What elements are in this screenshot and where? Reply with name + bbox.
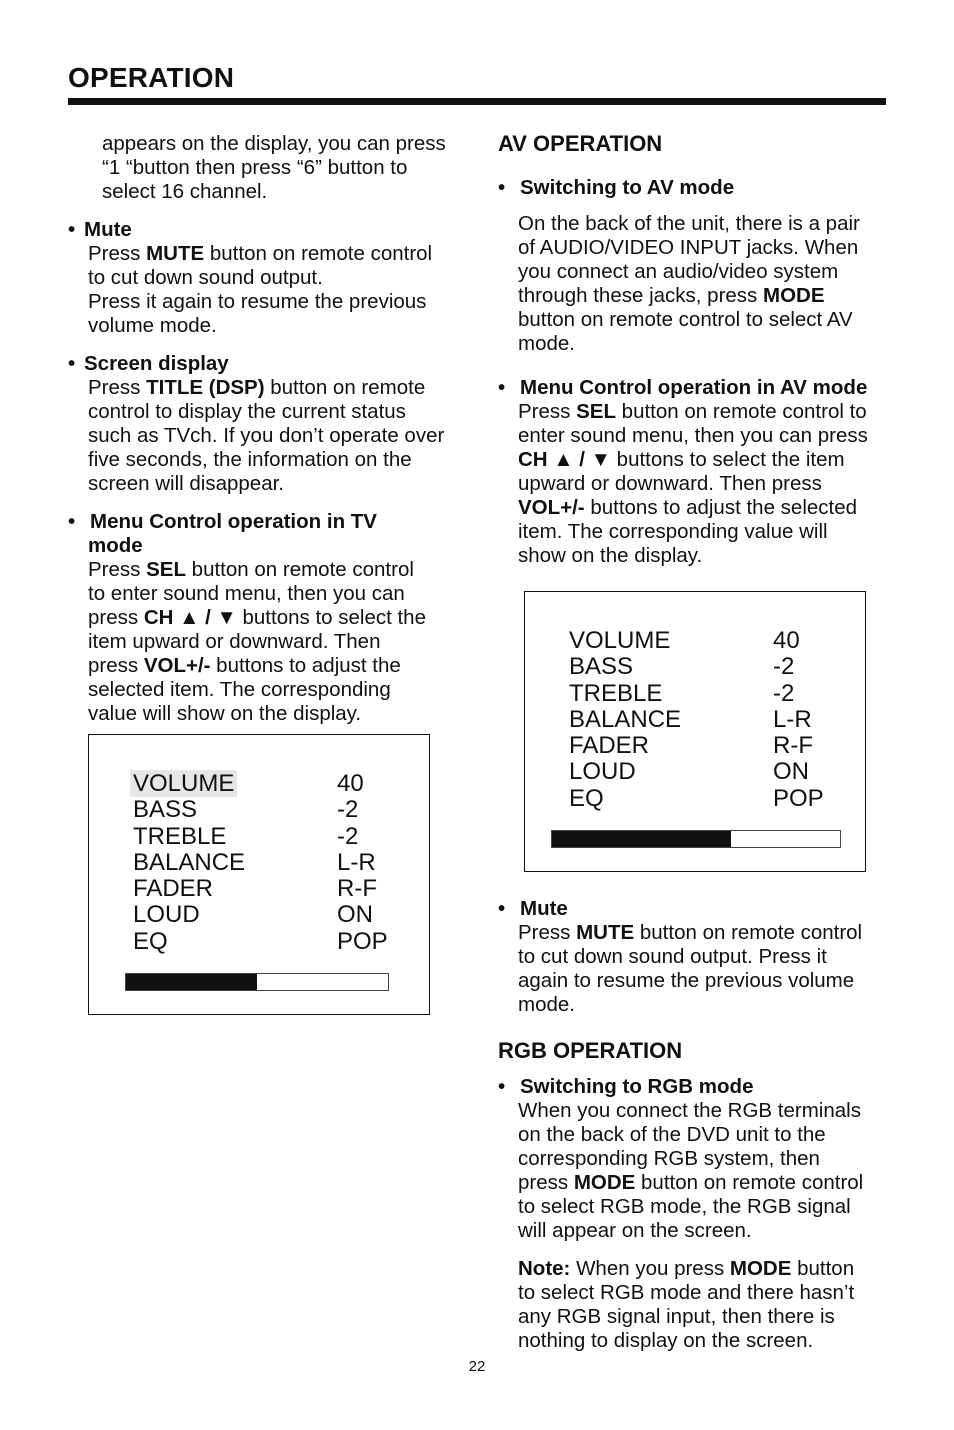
rgb-switch-line: to select RGB mode, the RGB signal bbox=[518, 1195, 851, 1218]
menu-item-value: -2 bbox=[337, 822, 359, 850]
intro-line: select 16 channel. bbox=[102, 180, 268, 203]
screen-line: such as TVch. If you don’t operate over bbox=[88, 424, 445, 447]
screen-line: screen will disappear. bbox=[88, 472, 284, 495]
menu-av-line: enter sound menu, then you can press bbox=[518, 424, 868, 447]
mute-line: Press it again to resume the previous bbox=[88, 290, 427, 313]
tv-sound-menu-screen bbox=[88, 734, 430, 1015]
menu-tv-line: press VOL+/- buttons to adjust the bbox=[88, 654, 401, 677]
menu-av-line: CH ▲ / ▼ buttons to select the item bbox=[518, 448, 845, 471]
page-title: OPERATION bbox=[68, 62, 235, 93]
av-operation-title: AV OPERATION bbox=[498, 131, 663, 156]
menu-row bbox=[569, 628, 824, 654]
menu-item-label: FADER bbox=[569, 732, 650, 760]
mute-section bbox=[68, 218, 460, 338]
menu-row bbox=[133, 824, 388, 850]
av-mute-line: Press MUTE button on remote control bbox=[518, 921, 863, 944]
menu-row bbox=[569, 786, 824, 812]
rgb-switch-line: on the back of the DVD unit to the bbox=[518, 1123, 826, 1146]
note-line: Note: When you press MODE button bbox=[518, 1257, 855, 1280]
screen-display-section bbox=[68, 352, 460, 496]
menu-av-section bbox=[498, 376, 890, 568]
right-column bbox=[498, 132, 890, 568]
rgb-switch-heading: • Switching to RGB mode bbox=[498, 1075, 754, 1098]
note-line: any RGB signal input, then there is bbox=[518, 1305, 835, 1328]
menu-tv-heading: • Menu Control operation in TV bbox=[68, 510, 377, 533]
menu-item-label: FADER bbox=[133, 875, 214, 903]
menu-item-label: EQ bbox=[569, 784, 604, 812]
av-switch-line: through these jacks, press MODE bbox=[518, 284, 825, 307]
menu-item-value: -2 bbox=[337, 796, 359, 824]
menu-item-value: POP bbox=[337, 927, 388, 955]
menu-item-value: ON bbox=[337, 901, 373, 929]
tv-menu-list bbox=[133, 771, 388, 955]
menu-row bbox=[133, 771, 388, 797]
menu-item-label: EQ bbox=[133, 927, 168, 955]
menu-item-value: 40 bbox=[773, 627, 800, 654]
menu-item-label: VOLUME bbox=[569, 627, 671, 654]
av-level-bar bbox=[551, 830, 841, 848]
note-line: nothing to display on the screen. bbox=[518, 1329, 814, 1352]
menu-tv-line: Press SEL button on remote control bbox=[88, 558, 414, 581]
av-switch-heading: • Switching to AV mode bbox=[498, 176, 735, 199]
menu-row bbox=[133, 850, 388, 876]
rgb-switch-line: press MODE button on remote control bbox=[518, 1171, 864, 1194]
av-mute-line: again to resume the previous volume bbox=[518, 969, 855, 992]
left-column bbox=[68, 132, 460, 726]
mute-line: volume mode. bbox=[88, 314, 217, 337]
menu-row bbox=[569, 733, 824, 759]
menu-item-value: -2 bbox=[773, 653, 795, 681]
tv-level-bar bbox=[125, 973, 389, 991]
menu-item-label: TREBLE bbox=[133, 822, 227, 850]
av-menu-list bbox=[569, 628, 824, 812]
menu-row bbox=[569, 707, 824, 733]
menu-item-value: -2 bbox=[773, 679, 795, 707]
av-mute-line: to cut down sound output. Press it bbox=[518, 945, 827, 968]
menu-av-line: show on the display. bbox=[518, 544, 703, 567]
rgb-switch-line: will appear on the screen. bbox=[518, 1219, 752, 1242]
menu-item-label: BALANCE bbox=[569, 705, 682, 733]
menu-av-line: Press SEL button on remote control to bbox=[518, 400, 867, 423]
screen-line: five seconds, the information on the bbox=[88, 448, 412, 471]
av-mute-section bbox=[498, 897, 890, 1017]
mute-line: Press MUTE button on remote control bbox=[88, 242, 433, 265]
rgb-operation-title: RGB OPERATION bbox=[498, 1038, 683, 1063]
screen-display-heading: • Screen display bbox=[68, 352, 229, 375]
mute-heading: • Mute bbox=[68, 218, 132, 241]
rgb-switch-line: When you connect the RGB terminals bbox=[518, 1099, 861, 1122]
av-mute-line: mode. bbox=[518, 993, 575, 1016]
menu-row bbox=[133, 797, 388, 823]
menu-av-line: upward or downward. Then press bbox=[518, 472, 822, 495]
menu-item-value: R-F bbox=[773, 732, 813, 760]
av-switch-line: you connect an audio/video system bbox=[518, 260, 839, 283]
menu-tv-line: to enter sound menu, then you can bbox=[88, 582, 405, 605]
menu-row bbox=[133, 876, 388, 902]
menu-item-label: VOLUME bbox=[133, 771, 337, 797]
right-column-lower bbox=[498, 897, 890, 1353]
menu-av-heading: • Menu Control operation in AV mode bbox=[498, 376, 868, 399]
intro-line: “1 “button then press “6” button to bbox=[102, 156, 408, 179]
mute-line: to cut down sound output. bbox=[88, 266, 323, 289]
av-level-fill bbox=[552, 831, 731, 847]
menu-row bbox=[133, 929, 388, 955]
av-switch-line: mode. bbox=[518, 332, 575, 355]
menu-tv-line: selected item. The corresponding bbox=[88, 678, 391, 701]
note-line: to select RGB mode and there hasn’t bbox=[518, 1281, 855, 1304]
rgb-switch-line: corresponding RGB system, then bbox=[518, 1147, 820, 1170]
menu-row bbox=[133, 902, 388, 928]
tv-level-fill bbox=[126, 974, 257, 990]
intro-text bbox=[102, 132, 460, 204]
screen-line: control to display the current status bbox=[88, 400, 406, 423]
menu-item-label: LOUD bbox=[133, 901, 200, 929]
screen-line: Press TITLE (DSP) button on remote bbox=[88, 376, 426, 399]
menu-tv-line: item upward or downward. Then bbox=[88, 630, 381, 653]
menu-av-line: item. The corresponding value will bbox=[518, 520, 828, 543]
menu-item-label: BALANCE bbox=[133, 848, 246, 876]
av-switch-line: On the back of the unit, there is a pair bbox=[518, 212, 860, 235]
menu-item-value: ON bbox=[773, 758, 809, 786]
menu-tv-line: press CH ▲ / ▼ buttons to select the bbox=[88, 606, 426, 629]
av-switch-section bbox=[498, 176, 890, 356]
menu-item-label: BASS bbox=[133, 796, 198, 824]
menu-item-value: L-R bbox=[773, 705, 812, 733]
menu-av-line: VOL+/- buttons to adjust the selected bbox=[518, 496, 858, 519]
rgb-note bbox=[518, 1257, 890, 1353]
menu-item-label: LOUD bbox=[569, 758, 636, 786]
av-switch-line: button on remote control to select AV bbox=[518, 308, 853, 331]
menu-item-label: TREBLE bbox=[569, 679, 663, 707]
page-number: 22 bbox=[468, 1358, 486, 1375]
menu-item-value: POP bbox=[773, 784, 824, 812]
menu-tv-heading-cont: mode bbox=[88, 534, 143, 557]
menu-item-value: 40 bbox=[337, 770, 364, 797]
av-sound-menu-screen bbox=[524, 591, 866, 872]
menu-item-value: L-R bbox=[337, 848, 376, 876]
menu-item-value: R-F bbox=[337, 875, 377, 903]
menu-row bbox=[569, 759, 824, 785]
intro-line: appears on the display, you can press bbox=[102, 132, 446, 155]
menu-item-label: BASS bbox=[569, 653, 634, 681]
menu-row bbox=[569, 681, 824, 707]
av-mute-heading: • Mute bbox=[498, 897, 568, 920]
menu-tv-section bbox=[68, 510, 460, 726]
rgb-switch-section bbox=[498, 1075, 890, 1243]
menu-tv-line: value will show on the display. bbox=[88, 702, 362, 725]
menu-row bbox=[569, 654, 824, 680]
header-rule bbox=[68, 98, 886, 105]
av-switch-line: of AUDIO/VIDEO INPUT jacks. When bbox=[518, 236, 859, 259]
